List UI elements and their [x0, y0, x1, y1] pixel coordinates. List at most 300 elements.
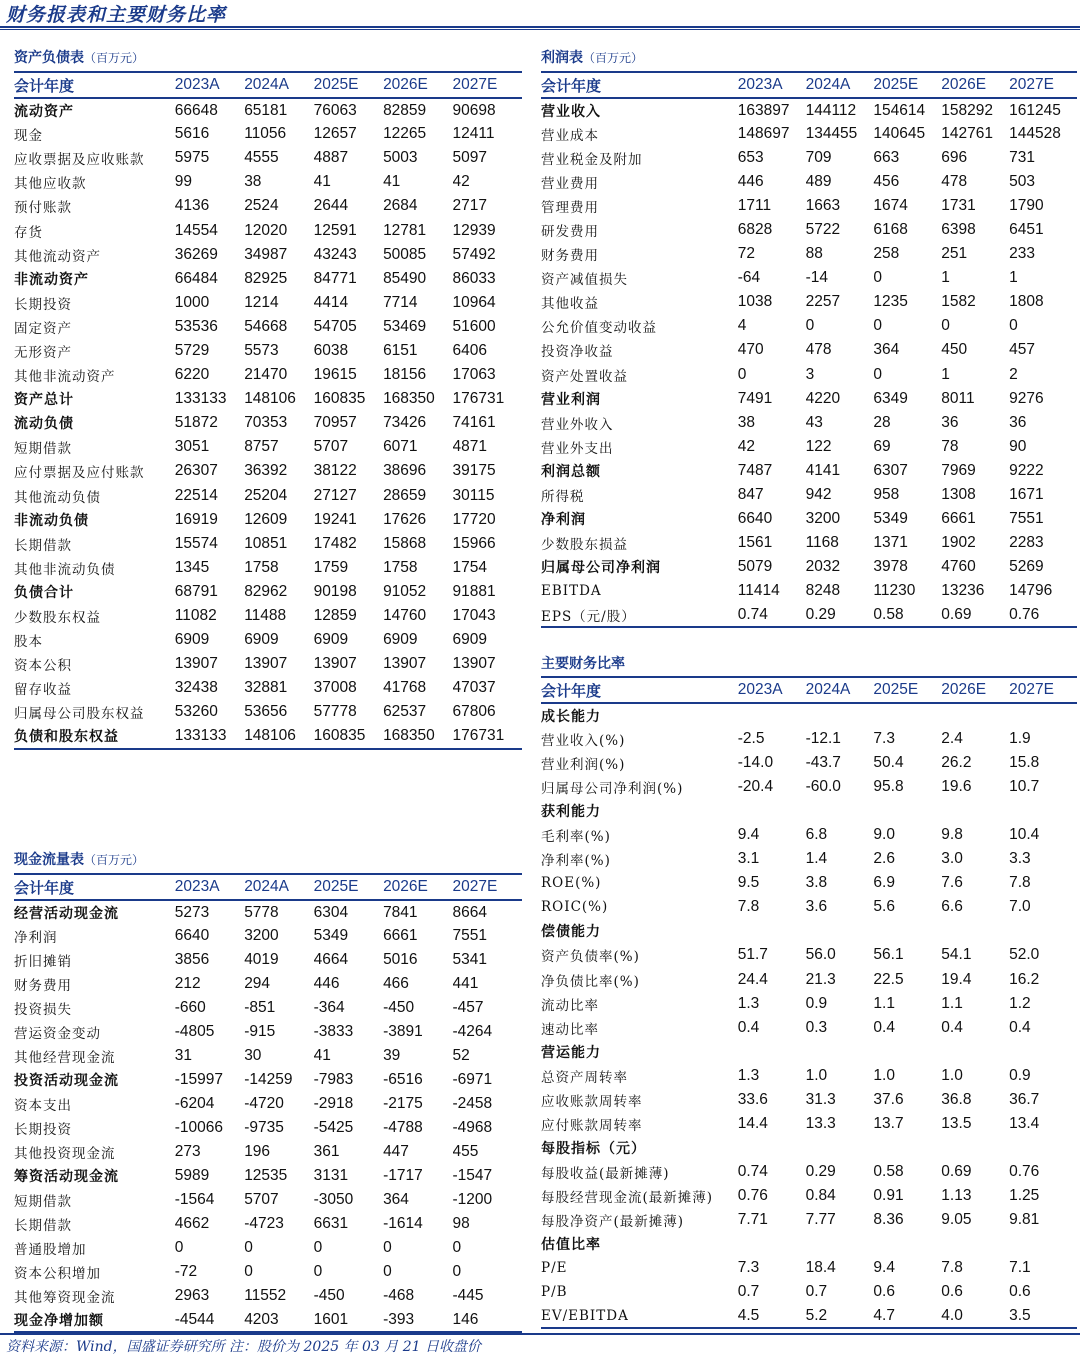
cell-value: 133133 [174, 390, 227, 408]
row-label: 筹资活动现金流 [14, 1169, 119, 1185]
table-row [14, 700, 522, 724]
cell-value: 11230 [873, 581, 916, 599]
cell-value [873, 799, 941, 823]
cell-value: 1663 [805, 197, 841, 215]
cell-value: 36 [1009, 413, 1027, 431]
table-row [14, 604, 522, 628]
row-label: 应收账款周转率 [541, 1093, 643, 1110]
table-row [14, 972, 522, 996]
cell-value: 251 [941, 245, 968, 263]
cell-value: 13907 [174, 655, 218, 673]
cell-value: 10.4 [1009, 826, 1040, 844]
row-label: 长期借款 [14, 1218, 72, 1234]
cell-value: -2458 [452, 1095, 493, 1112]
cell-value: 62537 [383, 703, 427, 721]
row-label: 非流动负债 [14, 512, 89, 529]
row-label: 预付账款 [14, 200, 72, 217]
cell-value: 1759 [313, 558, 349, 576]
table-row [541, 266, 1077, 290]
cell-value: 38 [737, 413, 755, 431]
table-row [14, 676, 522, 700]
row-label: 少数股东权益 [14, 610, 101, 627]
row-label: 其他非流动资产 [14, 369, 116, 386]
cell-value: 41 [313, 173, 331, 191]
cell-value: 4203 [244, 1308, 313, 1332]
row-label: 营业税金及附加 [541, 152, 643, 169]
cell-value [806, 1136, 874, 1160]
row-label: 长期借款 [14, 537, 72, 554]
table-row [541, 363, 1077, 387]
cell-value: 6071 [383, 438, 418, 456]
row-label: 所得税 [541, 488, 585, 505]
cell-value: 5729 [174, 341, 210, 359]
cell-value: 470 [737, 341, 764, 359]
row-label: 其他应收款 [14, 176, 87, 193]
row-label: P/B [541, 1284, 568, 1301]
cell-value: 5989 [174, 1167, 210, 1184]
cell-value [806, 1040, 874, 1064]
cell-value: 21.3 [805, 970, 836, 988]
cell-value: 466 [383, 975, 409, 992]
cell-value: 446 [737, 173, 764, 191]
cell-value: 2.4 [941, 730, 963, 748]
cell-value: 5097 [452, 149, 487, 167]
row-label: ROE(%) [541, 875, 602, 892]
row-label: 其他筹资现金流 [14, 1290, 116, 1306]
cell-value: 134455 [805, 125, 858, 143]
cell-value: 0.76 [1009, 603, 1077, 627]
row-label: 资本公积增加 [14, 1266, 101, 1282]
cell-value: 43243 [313, 245, 357, 263]
cell-value: 161245 [1009, 101, 1061, 119]
cell-value: 1.1 [873, 994, 895, 1012]
cell-value: 47037 [452, 679, 496, 697]
cell-value: 144528 [1009, 125, 1061, 143]
cell-value: 1 [1009, 269, 1018, 287]
table-row [541, 1112, 1077, 1136]
table-row [14, 1260, 522, 1284]
cell-value: 2524 [244, 197, 279, 215]
header-label: 会计年度 [14, 72, 175, 98]
cell-value: 31 [174, 1047, 192, 1064]
income-statement-title [541, 47, 643, 67]
table-row [14, 291, 522, 315]
cell-value: 86033 [452, 269, 496, 287]
cell-value: 1731 [941, 197, 976, 215]
cell-value: 22514 [174, 486, 218, 504]
cell-value: 6.9 [873, 874, 895, 892]
cell-value: 361 [313, 1143, 340, 1160]
row-label: 投资净收益 [541, 344, 614, 361]
cell-value: 2 [1009, 365, 1018, 383]
cell-value: -14259 [244, 1071, 293, 1088]
cell-value: 4019 [244, 951, 279, 968]
cell-value: -1717 [383, 1167, 423, 1184]
row-label: 速动比率 [541, 1021, 599, 1038]
cell-value: 6307 [873, 461, 908, 479]
cell-value: 56.1 [873, 946, 904, 964]
cell-value: 7.1 [1009, 1259, 1031, 1277]
cell-value: 5975 [174, 149, 210, 167]
row-label: 非流动资产 [14, 271, 89, 288]
cell-value: 6151 [383, 341, 418, 359]
cell-value: 2032 [805, 557, 841, 575]
cell-value: 3.0 [941, 850, 963, 868]
cell-value: 17626 [383, 510, 427, 528]
cell-value: 9276 [1009, 389, 1044, 407]
cell-value: 294 [244, 975, 271, 992]
year-header: 2027E [453, 874, 523, 900]
year-header: 2023A [738, 677, 806, 703]
row-label: EBITDA [541, 582, 602, 599]
row-label: 毛利率(%) [541, 829, 611, 846]
cell-value: 5273 [174, 903, 210, 921]
table-row [541, 435, 1077, 459]
cell-value: 68791 [174, 582, 218, 600]
cell-value: 53656 [244, 703, 288, 721]
cell-value: -14 [805, 269, 828, 287]
cell-value: 39175 [452, 462, 496, 480]
cell-value: 8664 [452, 903, 487, 921]
cell-value: 1.1 [941, 994, 963, 1012]
table-row [14, 122, 522, 146]
cell-value: 258 [873, 245, 900, 263]
cell-value: 15868 [383, 534, 427, 552]
cell-value: -3833 [313, 1023, 354, 1040]
table-row [541, 290, 1077, 314]
table-row [541, 1304, 1077, 1328]
row-label: 营业外支出 [541, 440, 614, 457]
table-row [541, 170, 1077, 194]
cell-value: 0.29 [805, 1162, 836, 1180]
row-label: 股本 [14, 634, 43, 651]
row-label: 流动负债 [14, 416, 74, 433]
table-row [14, 1044, 522, 1068]
cell-value: 16919 [174, 510, 218, 528]
cell-value: 88 [805, 245, 823, 263]
cell-value: -1547 [452, 1167, 493, 1184]
table-row [541, 727, 1077, 751]
cell-value: 7.3 [873, 730, 895, 748]
cell-value: 5722 [805, 221, 841, 239]
cell-value [873, 703, 941, 727]
cell-value: 90698 [452, 101, 496, 119]
row-label: 营业费用 [541, 176, 599, 193]
cell-value: 12939 [452, 221, 496, 239]
cell-value: -445 [452, 1287, 484, 1304]
cell-value: 82859 [383, 101, 427, 119]
cell-value [806, 703, 874, 727]
row-label: ROIC(%) [541, 899, 609, 916]
cell-value: 28659 [383, 486, 427, 504]
cell-value: 0 [244, 1263, 253, 1280]
balance-sheet-title [14, 47, 144, 67]
cell-value: 82925 [244, 269, 288, 287]
table-row [14, 532, 522, 556]
cell-value: 0.58 [873, 1162, 904, 1180]
cell-value: 30 [244, 1047, 262, 1064]
cell-value: 7551 [452, 927, 487, 944]
cell-value: 51872 [174, 414, 218, 432]
cell-value [1009, 1136, 1077, 1160]
row-label: 少数股东损益 [541, 536, 628, 553]
cell-value: 212 [174, 975, 201, 992]
cell-value [1009, 1232, 1077, 1256]
income-statement-title-text: 利润表 [541, 50, 583, 66]
cell-value: 57492 [452, 245, 496, 263]
cell-value: 32881 [244, 679, 288, 697]
row-label: 营运资金变动 [14, 1026, 101, 1042]
ratios-title [541, 653, 625, 673]
cell-value: 133133 [175, 724, 244, 748]
cell-value: 1.0 [873, 1066, 895, 1084]
cell-value: 7.6 [941, 874, 963, 892]
cell-value: 11056 [244, 125, 287, 143]
cell-value: 478 [805, 341, 832, 359]
cell-value: 36.8 [941, 1090, 972, 1108]
table-row [14, 98, 522, 122]
cell-value: 6909 [313, 631, 349, 649]
cell-value: 0 [873, 317, 883, 335]
cell-value: -5425 [313, 1119, 354, 1136]
cell-value: 50.4 [873, 754, 904, 772]
cell-value: 144112 [805, 101, 857, 119]
table-row [14, 1116, 522, 1140]
cell-value: 11488 [244, 607, 287, 625]
header-row [541, 72, 1077, 98]
cell-value: 1601 [314, 1308, 383, 1332]
cell-value: 6909 [452, 631, 487, 649]
table-row [541, 895, 1077, 919]
cell-value: 7714 [383, 293, 418, 311]
table-row [541, 194, 1077, 218]
year-header: 2023A [175, 72, 244, 98]
cell-value: 1.2 [1009, 994, 1031, 1012]
cell-value: 3131 [313, 1167, 349, 1184]
cell-value: 0.74 [738, 603, 806, 627]
table-row [541, 242, 1077, 266]
cell-value: 364 [383, 1191, 409, 1208]
cell-value [806, 799, 874, 823]
cell-value: 0 [873, 365, 883, 383]
row-label: 其他流动资产 [14, 248, 101, 265]
cell-value: 38 [244, 173, 262, 191]
ratios-title-text: 主要财务比率 [541, 656, 625, 672]
cell-value: 6304 [313, 903, 349, 921]
cell-value: 4555 [244, 149, 279, 167]
table-row [541, 387, 1077, 411]
table-row [14, 1164, 522, 1188]
cell-value: 5707 [244, 1191, 279, 1208]
cell-value: 5003 [383, 149, 418, 167]
row-label: 应付账款周转率 [541, 1117, 643, 1134]
cell-value: 14760 [383, 607, 427, 625]
cell-value: 6631 [313, 1215, 349, 1232]
cell-value: 0 [244, 1239, 253, 1256]
cell-value: -6971 [452, 1071, 493, 1088]
income-statement-table [541, 71, 1077, 628]
row-label: 归属母公司净利润(%) [541, 781, 684, 798]
row-label: 其他流动负债 [14, 489, 101, 506]
row-label: EPS（元/股） [541, 603, 738, 627]
cell-value: 4.5 [738, 1304, 806, 1328]
row-label: 偿债能力 [541, 924, 601, 941]
row-label: 经营活动现金流 [14, 905, 119, 922]
cell-value: 91881 [452, 582, 496, 600]
cell-value: 0.3 [805, 1018, 828, 1036]
cell-value: 1.13 [941, 1186, 972, 1204]
cell-value: 1671 [1009, 485, 1044, 503]
table-row [541, 992, 1077, 1016]
cell-value: 0.76 [737, 1186, 768, 1204]
cell-value: 37.6 [873, 1090, 904, 1108]
cell-value: 19615 [313, 366, 357, 384]
cell-value [941, 1232, 1009, 1256]
cell-value [738, 1232, 806, 1256]
cell-value: -4788 [383, 1119, 423, 1136]
cell-value: 5616 [174, 125, 210, 143]
table-row [14, 652, 522, 676]
cell-value: 2963 [174, 1287, 210, 1304]
row-label: 资产负债率(%) [541, 949, 640, 966]
row-label: 资产处置收益 [541, 368, 628, 385]
cell-value: 12591 [313, 221, 357, 239]
cell-value: 1.3 [737, 994, 760, 1012]
cell-value: 6661 [941, 509, 976, 527]
cell-value: 13.7 [873, 1114, 904, 1132]
table-row [14, 484, 522, 508]
cell-value: 142761 [941, 125, 993, 143]
cell-value: 4662 [174, 1215, 210, 1232]
balance-sheet-unit: （百万元） [84, 51, 145, 65]
cell-value: 27127 [313, 486, 357, 504]
cell-value: 12265 [383, 125, 427, 143]
cell-value: 0.91 [873, 1186, 904, 1204]
row-label: 营业收入(%) [541, 733, 626, 750]
row-label: 营业外收入 [541, 416, 614, 433]
cell-value: 1.4 [805, 850, 828, 868]
row-label: 归属母公司净利润 [541, 559, 661, 576]
cell-value: 5016 [383, 951, 418, 968]
cell-value: 6.8 [805, 826, 828, 844]
row-label: 每股收益(最新摊薄) [541, 1165, 670, 1182]
cell-value: 7.77 [805, 1211, 836, 1228]
table-row [541, 799, 1077, 823]
row-label: 其他收益 [541, 296, 599, 313]
header-row [541, 677, 1077, 703]
cell-value: 9.5 [737, 874, 760, 892]
cell-value: 653 [737, 149, 764, 167]
cell-value: -4264 [452, 1023, 493, 1040]
cell-value: 13907 [452, 655, 496, 673]
row-label: 财务费用 [14, 978, 72, 994]
cell-value: 36392 [244, 462, 288, 480]
cell-value: 65181 [244, 101, 288, 119]
ratios-table [541, 676, 1077, 1329]
row-label: 归属母公司股东权益 [14, 706, 145, 723]
cell-value: 7.3 [737, 1259, 760, 1277]
cell-value: 0.4 [873, 1018, 895, 1036]
cell-value: 14554 [174, 221, 218, 239]
source-rule [0, 1333, 1080, 1335]
row-label: 其他经营现金流 [14, 1050, 116, 1066]
cell-value: 731 [1009, 149, 1035, 167]
table-row [14, 1068, 522, 1092]
row-label: EV/EBITDA [541, 1304, 738, 1328]
cell-value: -43.7 [805, 754, 841, 772]
table-row [541, 98, 1077, 122]
table-row [541, 775, 1077, 799]
cell-value [1009, 1040, 1077, 1064]
cell-value: 53469 [383, 317, 427, 335]
table-row [14, 900, 522, 924]
table-row [541, 603, 1077, 627]
cell-value: 1.9 [1009, 730, 1031, 748]
cell-value: 17720 [452, 510, 496, 528]
cell-value: 196 [244, 1143, 271, 1160]
cell-value: 5.2 [806, 1304, 874, 1328]
table-row [14, 194, 522, 218]
cell-value: 13.3 [805, 1114, 836, 1132]
cell-value: 6451 [1009, 221, 1044, 239]
table-row [541, 1232, 1077, 1256]
cell-value: -450 [313, 1287, 345, 1304]
cell-value: 41768 [383, 679, 427, 697]
table-row [541, 1208, 1077, 1232]
cell-value: -60.0 [805, 778, 841, 796]
table-row [541, 1040, 1077, 1064]
table-row [14, 1140, 522, 1164]
cell-value: 19.6 [941, 778, 972, 796]
cell-value [806, 919, 874, 943]
source-note: 资料来源：Wind，国盛证券研究所 注：股价为 2025 年 03 月 21 日收盘价 [6, 1339, 482, 1355]
cell-value: 54705 [313, 317, 357, 335]
income-statement-unit: （百万元） [583, 51, 644, 65]
row-label: 现金净增加额 [14, 1308, 175, 1332]
cell-value: 8011 [941, 389, 975, 407]
cell-value: 11082 [174, 607, 217, 625]
cell-value: 38696 [383, 462, 427, 480]
cell-value: 0.69 [941, 1162, 972, 1180]
year-header: 2027E [1009, 72, 1077, 98]
cell-value: 12781 [383, 221, 427, 239]
cell-value: 43 [805, 413, 823, 431]
cell-value: 5341 [452, 951, 487, 968]
cell-value: 1214 [244, 293, 279, 311]
cell-value: 36 [941, 413, 959, 431]
cell-value: 17482 [313, 534, 357, 552]
cell-value: 11552 [244, 1287, 287, 1304]
cell-value: 5.6 [873, 898, 895, 916]
cell-value: 0.7 [737, 1283, 760, 1301]
cell-value: 7969 [941, 461, 976, 479]
cell-value: 9.0 [873, 826, 895, 844]
row-label: 负债合计 [14, 584, 74, 601]
year-header: 2026E [383, 72, 452, 98]
cell-value: 7487 [737, 461, 773, 479]
cell-value: 1345 [174, 558, 210, 576]
row-label: 应付票据及应付账款 [14, 465, 145, 482]
cell-value: -64 [737, 269, 761, 287]
cell-value: 942 [805, 485, 832, 503]
row-label: 成长能力 [541, 708, 601, 725]
cell-value: 14.4 [737, 1114, 768, 1132]
cell-value: 160835 [313, 390, 366, 408]
table-row [14, 556, 522, 580]
table-row [14, 996, 522, 1020]
cell-value [738, 919, 806, 943]
cell-value: 1808 [1009, 293, 1044, 311]
